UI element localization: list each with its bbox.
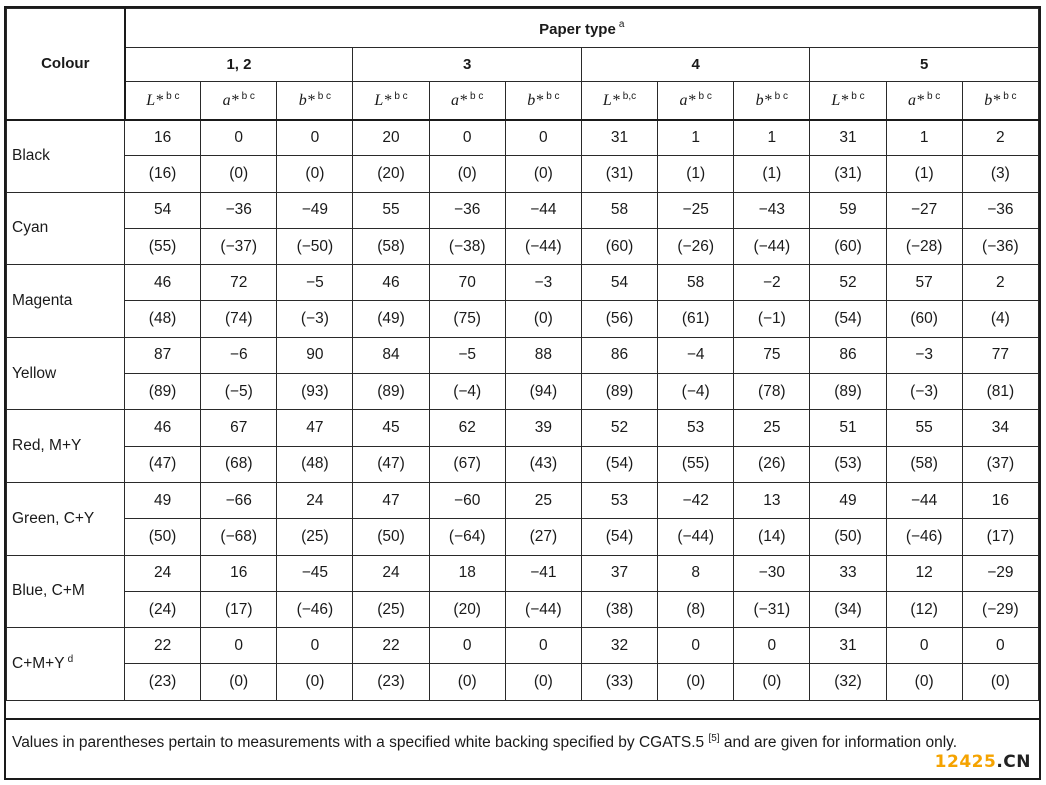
value-cell: 39 [505, 410, 581, 446]
backing-value-cell: (48) [125, 301, 201, 337]
measure-symbol: a* [907, 91, 924, 109]
backing-value-cell: (0) [429, 156, 505, 192]
value-cell: 51 [810, 410, 886, 446]
value-cell: 86 [810, 337, 886, 373]
measure-symbol: L* [374, 91, 392, 109]
value-cell: 16 [962, 482, 1038, 518]
paper-type-header [125, 9, 1039, 48]
value-cell: 75 [734, 337, 810, 373]
value-cell: −30 [734, 555, 810, 591]
backing-value-cell: (−3) [886, 374, 962, 410]
table-row-backing [7, 301, 1039, 337]
value-cell: −5 [277, 265, 353, 301]
value-cell: −66 [201, 482, 277, 518]
colour-label-cell [7, 337, 125, 410]
backing-value-cell: (47) [125, 446, 201, 482]
backing-value-cell: (60) [581, 228, 657, 264]
backing-value-cell: (37) [962, 446, 1038, 482]
value-cell: 55 [353, 192, 429, 228]
backing-value-cell: (67) [429, 446, 505, 482]
measure-symbol: L* [146, 91, 164, 109]
value-cell: 47 [277, 410, 353, 446]
measure-subheader [658, 82, 734, 120]
colour-label-cell [7, 120, 125, 193]
backing-value-cell: (0) [505, 664, 581, 700]
value-cell: 31 [581, 120, 657, 156]
backing-value-cell: (−50) [277, 228, 353, 264]
backing-value-cell: (0) [277, 664, 353, 700]
value-cell: 0 [277, 120, 353, 156]
backing-value-cell: (33) [581, 664, 657, 700]
backing-value-cell: (53) [810, 446, 886, 482]
colour-name: Black [12, 147, 50, 165]
backing-value-cell: (94) [505, 374, 581, 410]
value-cell: 0 [886, 628, 962, 664]
backing-value-cell: (25) [353, 591, 429, 627]
backing-value-cell: (0) [886, 664, 962, 700]
backing-value-cell: (−29) [962, 591, 1038, 627]
value-cell: 53 [658, 410, 734, 446]
value-cell: 70 [429, 265, 505, 301]
value-cell: −4 [658, 337, 734, 373]
value-cell: 59 [810, 192, 886, 228]
value-cell: 24 [353, 555, 429, 591]
table-row-backing [7, 446, 1039, 482]
colour-name: Red, M+Y [12, 437, 82, 455]
value-cell: −27 [886, 192, 962, 228]
backing-value-cell: (0) [658, 664, 734, 700]
backing-value-cell: (58) [886, 446, 962, 482]
table-footnote [6, 718, 1039, 778]
backing-value-cell: (−46) [277, 591, 353, 627]
measure-subheader [125, 82, 201, 120]
value-cell: 37 [581, 555, 657, 591]
value-cell: 2 [962, 120, 1038, 156]
paper-group-header: 4 [581, 48, 809, 82]
backing-value-cell: (50) [125, 519, 201, 555]
backing-value-cell: (−44) [505, 228, 581, 264]
measure-footnote-marks: b c [470, 90, 484, 102]
table-row [7, 337, 1039, 373]
value-cell: 84 [353, 337, 429, 373]
value-cell: 49 [810, 482, 886, 518]
backing-value-cell: (−4) [658, 374, 734, 410]
backing-value-cell: (−1) [734, 301, 810, 337]
measure-symbol: L* [831, 91, 849, 109]
measure-footnote-marks: b c [926, 90, 941, 102]
measure-subheader [581, 82, 657, 120]
value-cell: 0 [429, 628, 505, 664]
backing-value-cell: (12) [886, 591, 962, 627]
measure-symbol: a* [451, 91, 468, 109]
backing-value-cell: (17) [201, 591, 277, 627]
value-cell: 53 [581, 482, 657, 518]
value-cell: 54 [125, 192, 201, 228]
table-row [7, 482, 1039, 518]
value-cell: 24 [125, 555, 201, 591]
value-cell: 25 [734, 410, 810, 446]
watermark-suffix: .CN [996, 752, 1031, 772]
table-row-backing [7, 591, 1039, 627]
value-cell: 32 [581, 628, 657, 664]
value-cell: −44 [505, 192, 581, 228]
value-cell: 0 [734, 628, 810, 664]
measure-subheader [353, 82, 429, 120]
value-cell: −25 [658, 192, 734, 228]
value-cell: −43 [734, 192, 810, 228]
measure-symbol: a* [679, 91, 696, 109]
value-cell: 52 [810, 265, 886, 301]
value-cell: 77 [962, 337, 1038, 373]
value-cell: 72 [201, 265, 277, 301]
value-cell: −29 [962, 555, 1038, 591]
backing-value-cell: (58) [353, 228, 429, 264]
backing-value-cell: (23) [125, 664, 201, 700]
value-cell: 24 [277, 482, 353, 518]
value-cell: 0 [429, 120, 505, 156]
colour-footnote-mark: d [67, 654, 74, 666]
paper-type-footnote-mark: a [618, 18, 625, 30]
value-cell: 16 [125, 120, 201, 156]
measure-symbol: b* [755, 91, 772, 109]
backing-value-cell: (56) [581, 301, 657, 337]
value-cell: 0 [201, 120, 277, 156]
value-cell: −44 [886, 482, 962, 518]
table-row [7, 628, 1039, 664]
measure-subheader [734, 82, 810, 120]
table-row-backing [7, 664, 1039, 700]
table-row [7, 555, 1039, 591]
value-cell: 90 [277, 337, 353, 373]
backing-value-cell: (93) [277, 374, 353, 410]
backing-value-cell: (0) [429, 664, 505, 700]
backing-value-cell: (−38) [429, 228, 505, 264]
backing-value-cell: (0) [277, 156, 353, 192]
backing-value-cell: (8) [658, 591, 734, 627]
measure-footnote-marks: b c [166, 90, 180, 102]
measure-subheader [429, 82, 505, 120]
backing-value-cell: (26) [734, 446, 810, 482]
backing-value-cell: (−44) [505, 591, 581, 627]
backing-value-cell: (0) [505, 156, 581, 192]
table-row [7, 120, 1039, 156]
backing-value-cell: (54) [581, 446, 657, 482]
value-cell: −45 [277, 555, 353, 591]
backing-value-cell: (60) [810, 228, 886, 264]
backing-value-cell: (0) [734, 664, 810, 700]
measure-footnote-marks: b c [317, 90, 332, 102]
footnote-text-end: and are given for information only. [723, 734, 958, 752]
backing-value-cell: (−46) [886, 519, 962, 555]
value-cell: 86 [581, 337, 657, 373]
value-cell: 8 [658, 555, 734, 591]
value-cell: 13 [734, 482, 810, 518]
backing-value-cell: (14) [734, 519, 810, 555]
backing-value-cell: (−3) [277, 301, 353, 337]
backing-value-cell: (−64) [429, 519, 505, 555]
value-cell: 16 [201, 555, 277, 591]
backing-value-cell: (0) [201, 156, 277, 192]
backing-value-cell: (89) [125, 374, 201, 410]
watermark-logo [935, 752, 1031, 772]
backing-value-cell: (38) [581, 591, 657, 627]
value-cell: 20 [353, 120, 429, 156]
paper-group-header: 1, 2 [125, 48, 353, 82]
backing-value-cell: (−26) [658, 228, 734, 264]
measure-subheader [810, 82, 886, 120]
value-cell: −3 [505, 265, 581, 301]
backing-value-cell: (27) [505, 519, 581, 555]
value-cell: 57 [886, 265, 962, 301]
backing-value-cell: (−4) [429, 374, 505, 410]
value-cell: −42 [658, 482, 734, 518]
value-cell: −36 [429, 192, 505, 228]
backing-value-cell: (23) [353, 664, 429, 700]
colour-name: Yellow [12, 364, 57, 382]
backing-value-cell: (48) [277, 446, 353, 482]
backing-value-cell: (34) [810, 591, 886, 627]
backing-value-cell: (−5) [201, 374, 277, 410]
measure-symbol: a* [222, 91, 239, 109]
value-cell: 31 [810, 120, 886, 156]
table-row [7, 192, 1039, 228]
backing-value-cell: (54) [581, 519, 657, 555]
colour-name: Magenta [12, 291, 73, 309]
backing-value-cell: (25) [277, 519, 353, 555]
backing-value-cell: (55) [125, 228, 201, 264]
table-container [4, 6, 1041, 780]
backing-value-cell: (4) [962, 301, 1038, 337]
table-row-backing [7, 228, 1039, 264]
backing-value-cell: (0) [201, 664, 277, 700]
value-cell: 67 [201, 410, 277, 446]
backing-value-cell: (20) [429, 591, 505, 627]
colour-name: Blue, C+M [12, 582, 85, 600]
value-cell: 25 [505, 482, 581, 518]
table-row [7, 265, 1039, 301]
backing-value-cell: (1) [886, 156, 962, 192]
measure-symbol: b* [527, 91, 544, 109]
measure-footnote-marks: b c [394, 90, 408, 102]
value-cell: 34 [962, 410, 1038, 446]
backing-value-cell: (49) [353, 301, 429, 337]
measure-footnote-marks: b c [851, 90, 865, 102]
value-cell: 45 [353, 410, 429, 446]
backing-value-cell: (60) [886, 301, 962, 337]
value-cell: 55 [886, 410, 962, 446]
backing-value-cell: (61) [658, 301, 734, 337]
colour-label-cell [7, 410, 125, 483]
value-cell: 0 [505, 628, 581, 664]
backing-value-cell: (17) [962, 519, 1038, 555]
backing-value-cell: (1) [658, 156, 734, 192]
measure-symbol: L* [602, 91, 620, 109]
backing-value-cell: (1) [734, 156, 810, 192]
backing-value-cell: (−44) [734, 228, 810, 264]
backing-value-cell: (89) [810, 374, 886, 410]
paper-group-header: 5 [810, 48, 1039, 82]
value-cell: 46 [125, 410, 201, 446]
value-cell: 47 [353, 482, 429, 518]
colour-column-header: Colour [7, 9, 125, 120]
backing-value-cell: (−31) [734, 591, 810, 627]
backing-value-cell: (75) [429, 301, 505, 337]
backing-value-cell: (74) [201, 301, 277, 337]
value-cell: 0 [962, 628, 1038, 664]
backing-value-cell: (−37) [201, 228, 277, 264]
value-cell: 12 [886, 555, 962, 591]
backing-value-cell: (54) [810, 301, 886, 337]
value-cell: 87 [125, 337, 201, 373]
value-cell: 33 [810, 555, 886, 591]
measure-subheader [505, 82, 581, 120]
value-cell: −6 [201, 337, 277, 373]
value-cell: 22 [125, 628, 201, 664]
backing-value-cell: (68) [201, 446, 277, 482]
measure-footnote-marks: b c [774, 90, 788, 102]
measure-subheader [886, 82, 962, 120]
measure-symbol: b* [984, 91, 1001, 109]
backing-value-cell: (32) [810, 664, 886, 700]
value-cell: 49 [125, 482, 201, 518]
value-cell: 88 [505, 337, 581, 373]
backing-value-cell: (31) [810, 156, 886, 192]
backing-value-cell: (89) [353, 374, 429, 410]
measure-footnote-marks: b c [1003, 90, 1017, 102]
table-row [7, 410, 1039, 446]
value-cell: 58 [658, 265, 734, 301]
value-cell: −36 [201, 192, 277, 228]
value-cell: −49 [277, 192, 353, 228]
paper-group-header: 3 [353, 48, 581, 82]
value-cell: 1 [658, 120, 734, 156]
colour-name: Green, C+Y [12, 509, 95, 527]
measure-footnote-marks: b,c [622, 90, 637, 102]
table-row-backing [7, 156, 1039, 192]
value-cell: 1 [734, 120, 810, 156]
colour-values-table [6, 8, 1039, 701]
measure-footnote-marks: b c [546, 90, 560, 102]
backing-value-cell: (43) [505, 446, 581, 482]
backing-value-cell: (0) [505, 301, 581, 337]
measure-footnote-marks: b c [241, 90, 255, 102]
colour-name: C+M+Y [12, 655, 65, 673]
colour-label-cell [7, 555, 125, 628]
backing-value-cell: (20) [353, 156, 429, 192]
colour-label-cell [7, 482, 125, 555]
table-row-backing [7, 374, 1039, 410]
value-cell: −3 [886, 337, 962, 373]
colour-label-cell [7, 628, 125, 701]
value-cell: −2 [734, 265, 810, 301]
watermark-number: 12425 [934, 752, 997, 772]
value-cell: 0 [201, 628, 277, 664]
value-cell: −36 [962, 192, 1038, 228]
colour-label-cell [7, 265, 125, 338]
colour-label-cell [7, 192, 125, 265]
value-cell: −60 [429, 482, 505, 518]
colour-name: Cyan [12, 219, 49, 237]
backing-value-cell: (31) [581, 156, 657, 192]
backing-value-cell: (89) [581, 374, 657, 410]
value-cell: 31 [810, 628, 886, 664]
value-cell: 0 [277, 628, 353, 664]
value-cell: 58 [581, 192, 657, 228]
backing-value-cell: (50) [810, 519, 886, 555]
footnote-reference: [5] [708, 733, 720, 744]
backing-value-cell: (3) [962, 156, 1038, 192]
value-cell: 2 [962, 265, 1038, 301]
value-cell: −41 [505, 555, 581, 591]
value-cell: 22 [353, 628, 429, 664]
value-cell: 52 [581, 410, 657, 446]
value-cell: 46 [125, 265, 201, 301]
measure-subheader [277, 82, 353, 120]
measure-footnote-marks: b c [698, 90, 712, 102]
backing-value-cell: (−28) [886, 228, 962, 264]
value-cell: 0 [658, 628, 734, 664]
footnote-text-start: Values in parentheses pertain to measurements with a specified white backing specified by CGATS.5 [12, 734, 705, 752]
backing-value-cell: (−68) [201, 519, 277, 555]
table-row-backing [7, 519, 1039, 555]
backing-value-cell: (0) [962, 664, 1038, 700]
backing-value-cell: (−36) [962, 228, 1038, 264]
value-cell: −5 [429, 337, 505, 373]
value-cell: 18 [429, 555, 505, 591]
backing-value-cell: (55) [658, 446, 734, 482]
measure-symbol: b* [298, 91, 315, 109]
backing-value-cell: (47) [353, 446, 429, 482]
value-cell: 0 [505, 120, 581, 156]
paper-type-label: Paper type [539, 20, 616, 38]
backing-value-cell: (16) [125, 156, 201, 192]
value-cell: 46 [353, 265, 429, 301]
backing-value-cell: (24) [125, 591, 201, 627]
backing-value-cell: (78) [734, 374, 810, 410]
value-cell: 54 [581, 265, 657, 301]
value-cell: 1 [886, 120, 962, 156]
measure-subheader [962, 82, 1038, 120]
value-cell: 62 [429, 410, 505, 446]
backing-value-cell: (81) [962, 374, 1038, 410]
backing-value-cell: (50) [353, 519, 429, 555]
measure-subheader [201, 82, 277, 120]
backing-value-cell: (−44) [658, 519, 734, 555]
